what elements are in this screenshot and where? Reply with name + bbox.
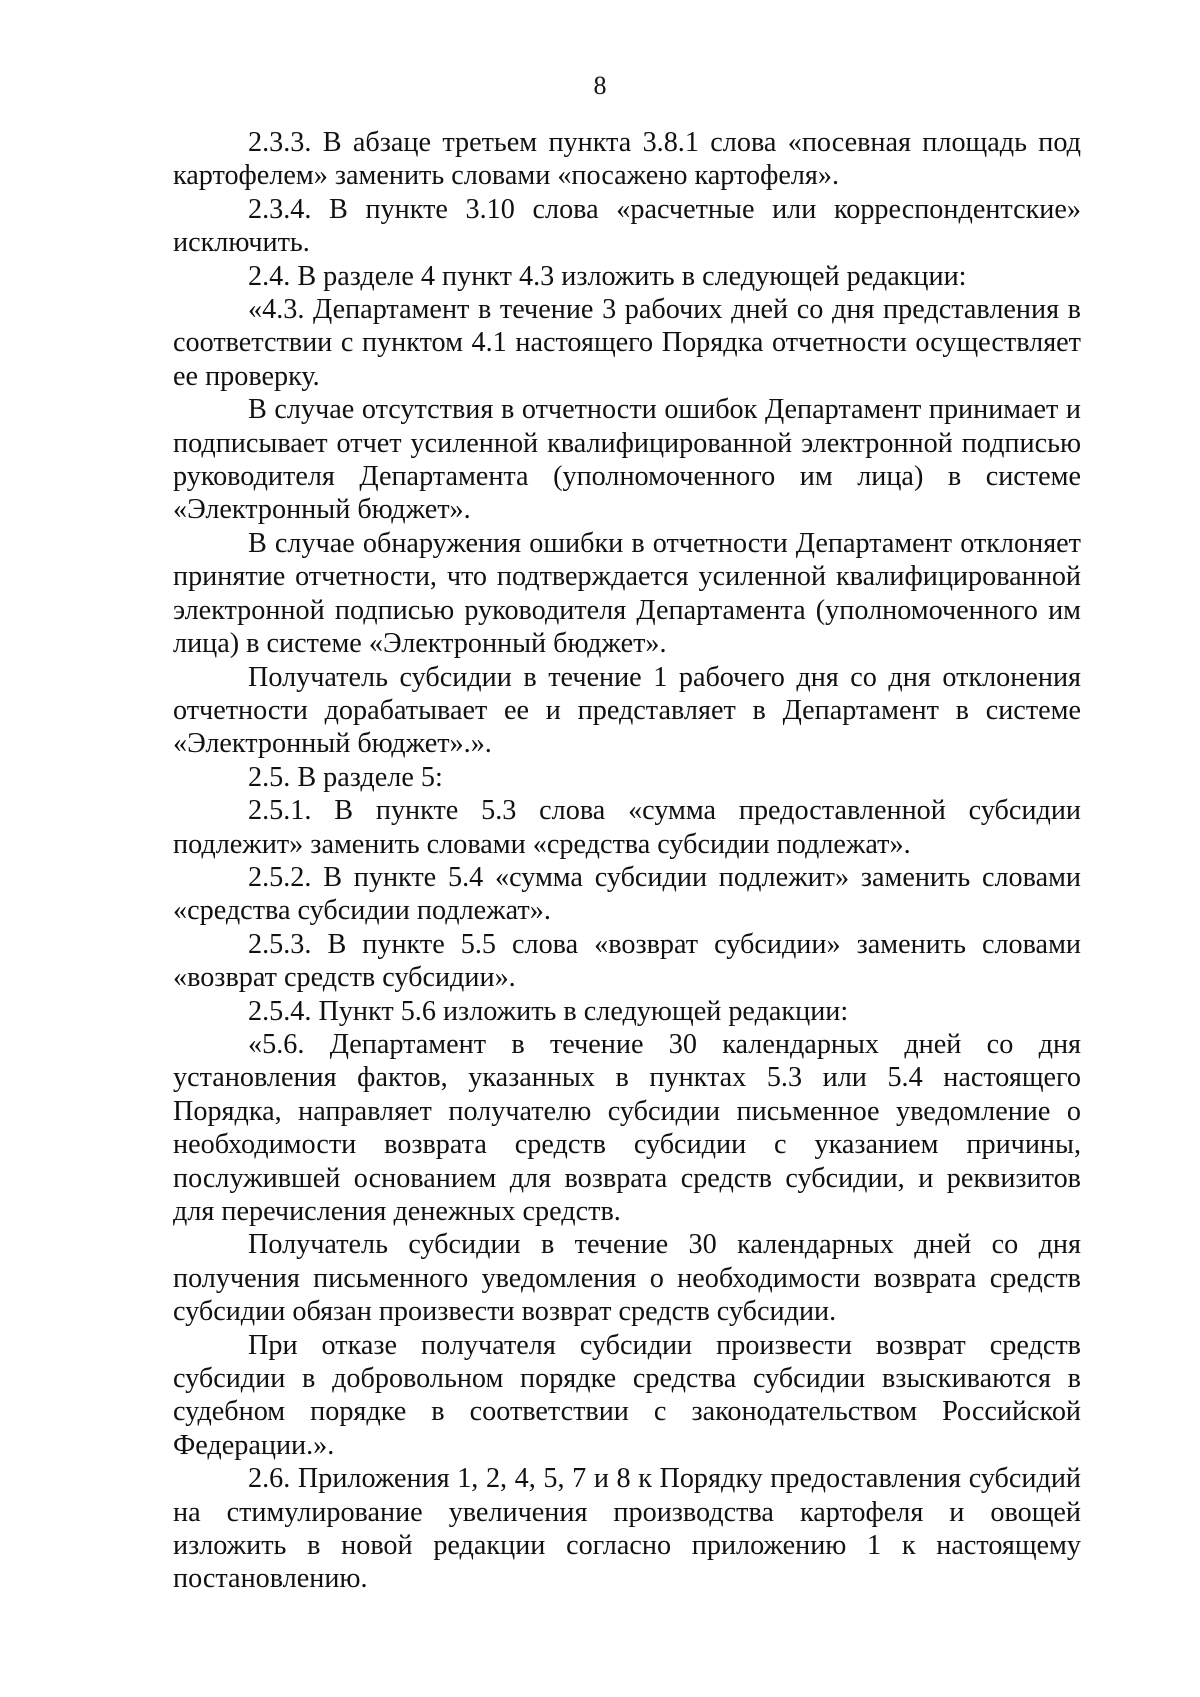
paragraph-4-3-quote: «4.3. Департамент в течение 3 рабочих дней со дня представления в соответствии с пунктом 4.1 настоящего Порядка отчетности осуществляет ее проверку.: [173, 294, 1081, 392]
page-number: 8: [593, 71, 607, 100]
paragraph-2-5-1: 2.5.1. В пункте 5.3 слова «сумма предоставленной субсидии подлежит» заменить словами «средства субсидии подлежат».: [173, 795, 1081, 860]
paragraph-2-5-3: 2.5.3. В пункте 5.5 слова «возврат субсидии» заменить словами «возврат средств субсидии».: [173, 928, 1081, 994]
paragraph-2-6: 2.6. Приложения 1, 2, 4, 5, 7 и 8 к Порядку предоставления субсидий на стимулирование увеличения производства картофеля и овощей изложить в новой редакции согласно приложению 1 к настоящему постановлению.: [173, 1463, 1081, 1595]
paragraph-2-5-4: 2.5.4. Пункт 5.6 изложить в следующей редакции:: [248, 995, 849, 1027]
paragraph-error-found: В случае обнаружения ошибки в отчетности Департамент отклоняет принятие отчетности, что подтверждается усиленной квалифицированной электронной подписью руководителя Департамента (уполномоченного им лица) в системе «Электронный бюджет».: [173, 527, 1081, 660]
paragraph-refusal: При отказе получателя субсидии произвести возврат средств субсидии в добровольном порядке средства субсидии взыскиваются в судебном порядке в соответствии с законодательством Российской Федерации.».: [173, 1329, 1081, 1461]
paragraph-2-5-2: 2.5.2. В пункте 5.4 «сумма субсидии подлежит» заменить словами «средства субсидии подлежат».: [173, 861, 1081, 927]
paragraph-no-errors: В случае отсутствия в отчетности ошибок Департамент принимает и подписывает отчет усиленной квалифицированной электронной подписью руководителя Департамента (уполномоченного им лица) в системе «Электронный бюджет».: [173, 394, 1081, 526]
paragraph-recipient-refund: Получатель субсидии в течение 30 календарных дней со дня получения письменного уведомления о необходимости возврата средств субсидии обязан произвести возврат средств субсидии.: [173, 1229, 1081, 1328]
document-body: [173, 126, 1081, 1596]
paragraph-5-6-quote: «5.6. Департамент в течение 30 календарных дней со дня установления фактов, указанных в пунктах 5.3 или 5.4 настоящего Порядка, направляет получателю субсидии письменное уведомление о необходимости возврата средств субсидии с указанием причины, послужившей основанием для возврата средств субсидии, и реквизитов для перечисления денежных средств.: [173, 1028, 1081, 1227]
paragraph-2-4: 2.4. В разделе 4 пункт 4.3 изложить в следующей редакции:: [248, 260, 967, 292]
paragraph-recipient-rework: Получатель субсидии в течение 1 рабочего дня со дня отклонения отчетности дорабатывает ее и представляет в Департамент в системе «Электронный бюджет».».: [173, 661, 1081, 760]
paragraph-2-5: 2.5. В разделе 5:: [248, 761, 443, 793]
paragraph-2-3-3: 2.3.3. В абзаце третьем пункта 3.8.1 слова «посевная площадь под картофелем» заменить словами «посажено картофеля».: [173, 127, 1081, 192]
paragraph-2-3-4: 2.3.4. В пункте 3.10 слова «расчетные или корреспондентские» исключить.: [173, 193, 1081, 259]
